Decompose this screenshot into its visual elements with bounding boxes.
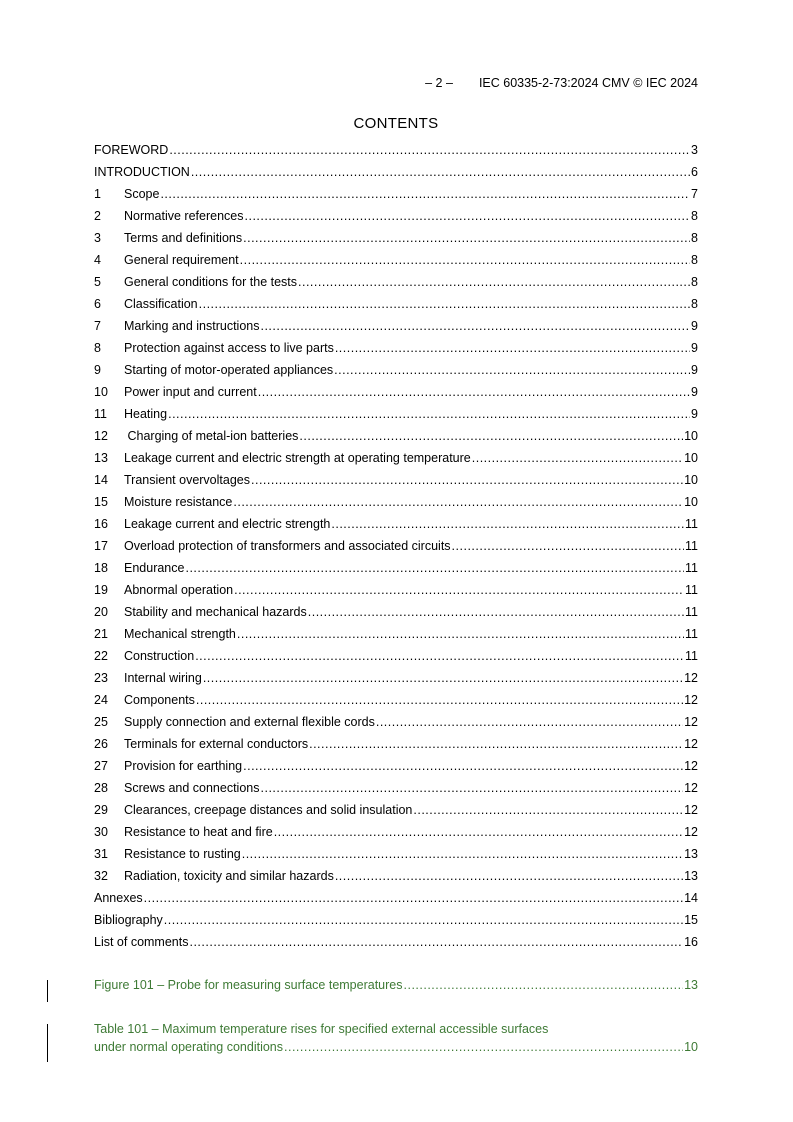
toc-entry-page: 12 [684,759,698,773]
table-entry-line2[interactable] [94,1040,698,1054]
toc-entry-page: 9 [691,341,698,355]
dot-leader [274,825,683,839]
toc-entry-page: 11 [685,517,698,531]
toc-entry-number: 9 [94,363,101,377]
dot-leader [334,363,690,377]
toc-entry-number: 19 [94,583,108,597]
toc-entry-number: 31 [94,847,108,861]
figure-page: 13 [684,978,698,992]
dot-leader [335,341,690,355]
toc-entry-page: 12 [684,671,698,685]
toc-entry-number: 25 [94,715,108,729]
dot-leader [376,715,683,729]
toc-entry[interactable] [94,451,698,473]
toc-entry-page: 13 [684,869,698,883]
toc-entry-label: Charging of metal-ion batteries [124,429,299,443]
dot-leader [299,429,683,443]
toc-entry-label: List of comments [94,935,189,949]
toc-entry-number: 22 [94,649,108,663]
table-entry-line1[interactable] [94,1022,698,1040]
change-bar [47,1024,48,1062]
toc-entry-page: 8 [691,297,698,311]
toc-entry-number: 20 [94,605,108,619]
toc-entry-page: 3 [691,143,698,157]
toc-entry[interactable] [94,627,698,649]
dot-leader [203,671,683,685]
toc-entry-label: Stability and mechanical hazards [124,605,307,619]
toc-entry-label: Provision for earthing [124,759,243,773]
toc-entry[interactable] [94,671,698,693]
dot-leader [191,165,690,179]
toc-entry-label: Classification [124,297,198,311]
table-list [94,1022,698,1054]
toc-entry-label: Clearances, creepage distances and solid insulation [124,803,413,817]
toc-entry-number: 4 [94,253,101,267]
toc-entry[interactable] [94,605,698,627]
toc-entry-label: Bibliography [94,913,163,927]
toc-entry[interactable] [94,253,698,275]
dot-leader [335,869,683,883]
toc-entry-page: 11 [685,649,698,663]
toc-entry-number: 16 [94,517,108,531]
toc-entry-number: 23 [94,671,108,685]
toc-entry-label: Supply connection and external flexible cords [124,715,375,729]
toc-entry-label: Internal wiring [124,671,202,685]
toc-entry[interactable] [94,165,698,187]
toc-entry-label: Radiation, toxicity and similar hazards [124,869,334,883]
toc-entry[interactable] [94,913,698,935]
toc-entry-label: FOREWORD [94,143,169,157]
toc-entry-page: 12 [684,693,698,707]
toc-entry-label: General conditions for the tests [124,275,298,289]
toc-entry[interactable] [94,473,698,495]
toc-entry-label: Endurance [124,561,185,575]
toc-entry-number: 1 [94,187,101,201]
toc-entry-number: 13 [94,451,108,465]
table-of-contents [94,143,698,957]
dot-leader [261,781,684,795]
dot-leader [185,561,684,575]
dot-leader [260,319,690,333]
toc-entry-label: Overload protection of transformers and associated circuits [124,539,451,553]
toc-entry-number: 3 [94,231,101,245]
toc-entry-label: Scope [124,187,160,201]
toc-entry[interactable] [94,759,698,781]
toc-entry-label: General requirement [124,253,239,267]
toc-entry[interactable] [94,341,698,363]
toc-entry-number: 28 [94,781,108,795]
toc-entry-page: 11 [685,561,698,575]
toc-entry-number: 8 [94,341,101,355]
dot-leader [258,385,690,399]
dot-leader [196,693,683,707]
toc-entry-number: 21 [94,627,108,641]
toc-entry[interactable] [94,869,698,891]
dot-leader [243,231,690,245]
toc-entry[interactable] [94,209,698,231]
dot-leader [160,187,690,201]
toc-entry-label: Protection against access to live parts [124,341,334,355]
dot-leader [251,473,683,487]
dot-leader [308,605,684,619]
toc-entry-number: 18 [94,561,108,575]
toc-entry-page: 16 [684,935,698,949]
dot-leader [168,407,690,421]
toc-entry-number: 6 [94,297,101,311]
dot-leader [189,935,683,949]
toc-entry-label: Mechanical strength [124,627,236,641]
dot-leader [242,847,683,861]
toc-entry-label: Power input and current [124,385,257,399]
dot-leader [169,143,690,157]
toc-entry-number: 27 [94,759,108,773]
toc-entry-page: 7 [691,187,698,201]
toc-entry[interactable] [94,847,698,869]
dot-leader [413,803,683,817]
toc-entry[interactable] [94,649,698,671]
toc-entry-page: 13 [684,847,698,861]
toc-entry-page: 8 [691,209,698,223]
toc-entry-page: 15 [684,913,698,927]
dot-leader [243,759,683,773]
dot-leader [144,891,683,905]
toc-entry-number: 10 [94,385,108,399]
toc-entry-page: 8 [691,275,698,289]
dot-leader [472,451,683,465]
toc-entry-number: 24 [94,693,108,707]
toc-entry[interactable] [94,935,698,957]
toc-entry-label: Components [124,693,195,707]
toc-entry[interactable] [94,693,698,715]
toc-entry[interactable] [94,187,698,209]
toc-entry-number: 7 [94,319,101,333]
toc-entry-page: 11 [685,583,698,597]
toc-entry-number: 26 [94,737,108,751]
dot-leader [240,253,690,267]
toc-entry-number: 17 [94,539,108,553]
toc-entry-label: Resistance to heat and fire [124,825,273,839]
toc-entry-label: Terms and definitions [124,231,243,245]
toc-entry-label: Resistance to rusting [124,847,241,861]
dot-leader [452,539,684,553]
toc-entry-label: Starting of motor-operated appliances [124,363,334,377]
toc-entry-page: 12 [684,737,698,751]
dot-leader [195,649,684,663]
dot-leader [199,297,690,311]
toc-entry-page: 14 [684,891,698,905]
toc-entry-label: Annexes [94,891,143,905]
toc-entry-label: Leakage current and electric strength [124,517,331,531]
toc-entry-page: 12 [684,825,698,839]
toc-entry-page: 10 [684,429,698,443]
table-page: 10 [684,1040,698,1054]
toc-entry[interactable] [94,891,698,913]
toc-entry[interactable] [94,275,698,297]
toc-entry-number: 14 [94,473,108,487]
toc-entry-number: 32 [94,869,108,883]
dot-leader [164,913,683,927]
toc-entry-number: 15 [94,495,108,509]
toc-entry-label: Abnormal operation [124,583,234,597]
toc-entry[interactable] [94,495,698,517]
toc-entry-page: 10 [684,451,698,465]
toc-entry[interactable] [94,319,698,341]
running-header [94,76,698,90]
toc-entry-page: 6 [691,165,698,179]
toc-entry[interactable] [94,143,698,165]
toc-entry-page: 9 [691,363,698,377]
toc-entry-label: Heating [124,407,168,421]
change-bar [47,980,48,1002]
toc-entry-page: 10 [684,495,698,509]
toc-entry-label: Terminals for external conductors [124,737,309,751]
toc-entry-page: 9 [691,407,698,421]
toc-entry[interactable] [94,517,698,539]
toc-entry[interactable] [94,825,698,847]
toc-entry-number: 30 [94,825,108,839]
dot-leader [234,583,684,597]
toc-entry[interactable] [94,385,698,407]
figure-list [94,978,698,992]
toc-entry[interactable] [94,297,698,319]
toc-entry[interactable] [94,363,698,385]
figure-label: Figure 101 – Probe for measuring surface temperatures [94,978,403,992]
toc-entry-page: 12 [684,715,698,729]
toc-entry-number: 29 [94,803,108,817]
toc-entry-label: Construction [124,649,195,663]
dot-leader [298,275,690,289]
page-title: CONTENTS [353,115,439,132]
toc-entry-page: 10 [684,473,698,487]
toc-entry[interactable] [94,561,698,583]
toc-entry-page: 9 [691,385,698,399]
toc-entry-page: 11 [685,605,698,619]
toc-entry-page: 11 [685,627,698,641]
toc-entry[interactable] [94,715,698,737]
document-identifier: IEC 60335-2-73:2024 CMV © IEC 2024 [478,76,698,90]
toc-entry[interactable] [94,539,698,561]
toc-entry-label: INTRODUCTION [94,165,190,179]
toc-entry[interactable] [94,429,698,451]
toc-entry-label: Marking and instructions [124,319,260,333]
toc-entry-label: Leakage current and electric strength at operating temperature [124,451,471,465]
table-label-cont: under normal operating conditions [94,1040,284,1054]
table-label: Table 101 – Maximum temperature rises for specified external accessible surfaces [94,1022,549,1036]
toc-entry-label: Screws and connections [124,781,260,795]
toc-entry[interactable] [94,803,698,825]
dot-leader [237,627,684,641]
toc-entry-number: 11 [94,407,107,421]
toc-entry[interactable] [94,583,698,605]
toc-entry[interactable] [94,231,698,253]
page-number: – 2 – [425,76,453,90]
toc-entry-label: Moisture resistance [124,495,233,509]
toc-entry-label: Normative references [124,209,244,223]
dot-leader [245,209,691,223]
figure-entry[interactable] [94,978,698,992]
toc-entry-number: 12 [94,429,108,443]
dot-leader [331,517,684,531]
toc-entry-page: 8 [691,231,698,245]
dot-leader [309,737,683,751]
toc-entry-page: 9 [691,319,698,333]
toc-entry[interactable] [94,781,698,803]
toc-entry-page: 8 [691,253,698,267]
dot-leader [233,495,683,509]
toc-entry-number: 2 [94,209,101,223]
toc-entry-page: 12 [684,781,698,795]
toc-entry-label: Transient overvoltages [124,473,250,487]
toc-entry-page: 11 [685,539,698,553]
toc-entry[interactable] [94,407,698,429]
toc-entry-number: 5 [94,275,101,289]
toc-entry-page: 12 [684,803,698,817]
toc-entry[interactable] [94,737,698,759]
